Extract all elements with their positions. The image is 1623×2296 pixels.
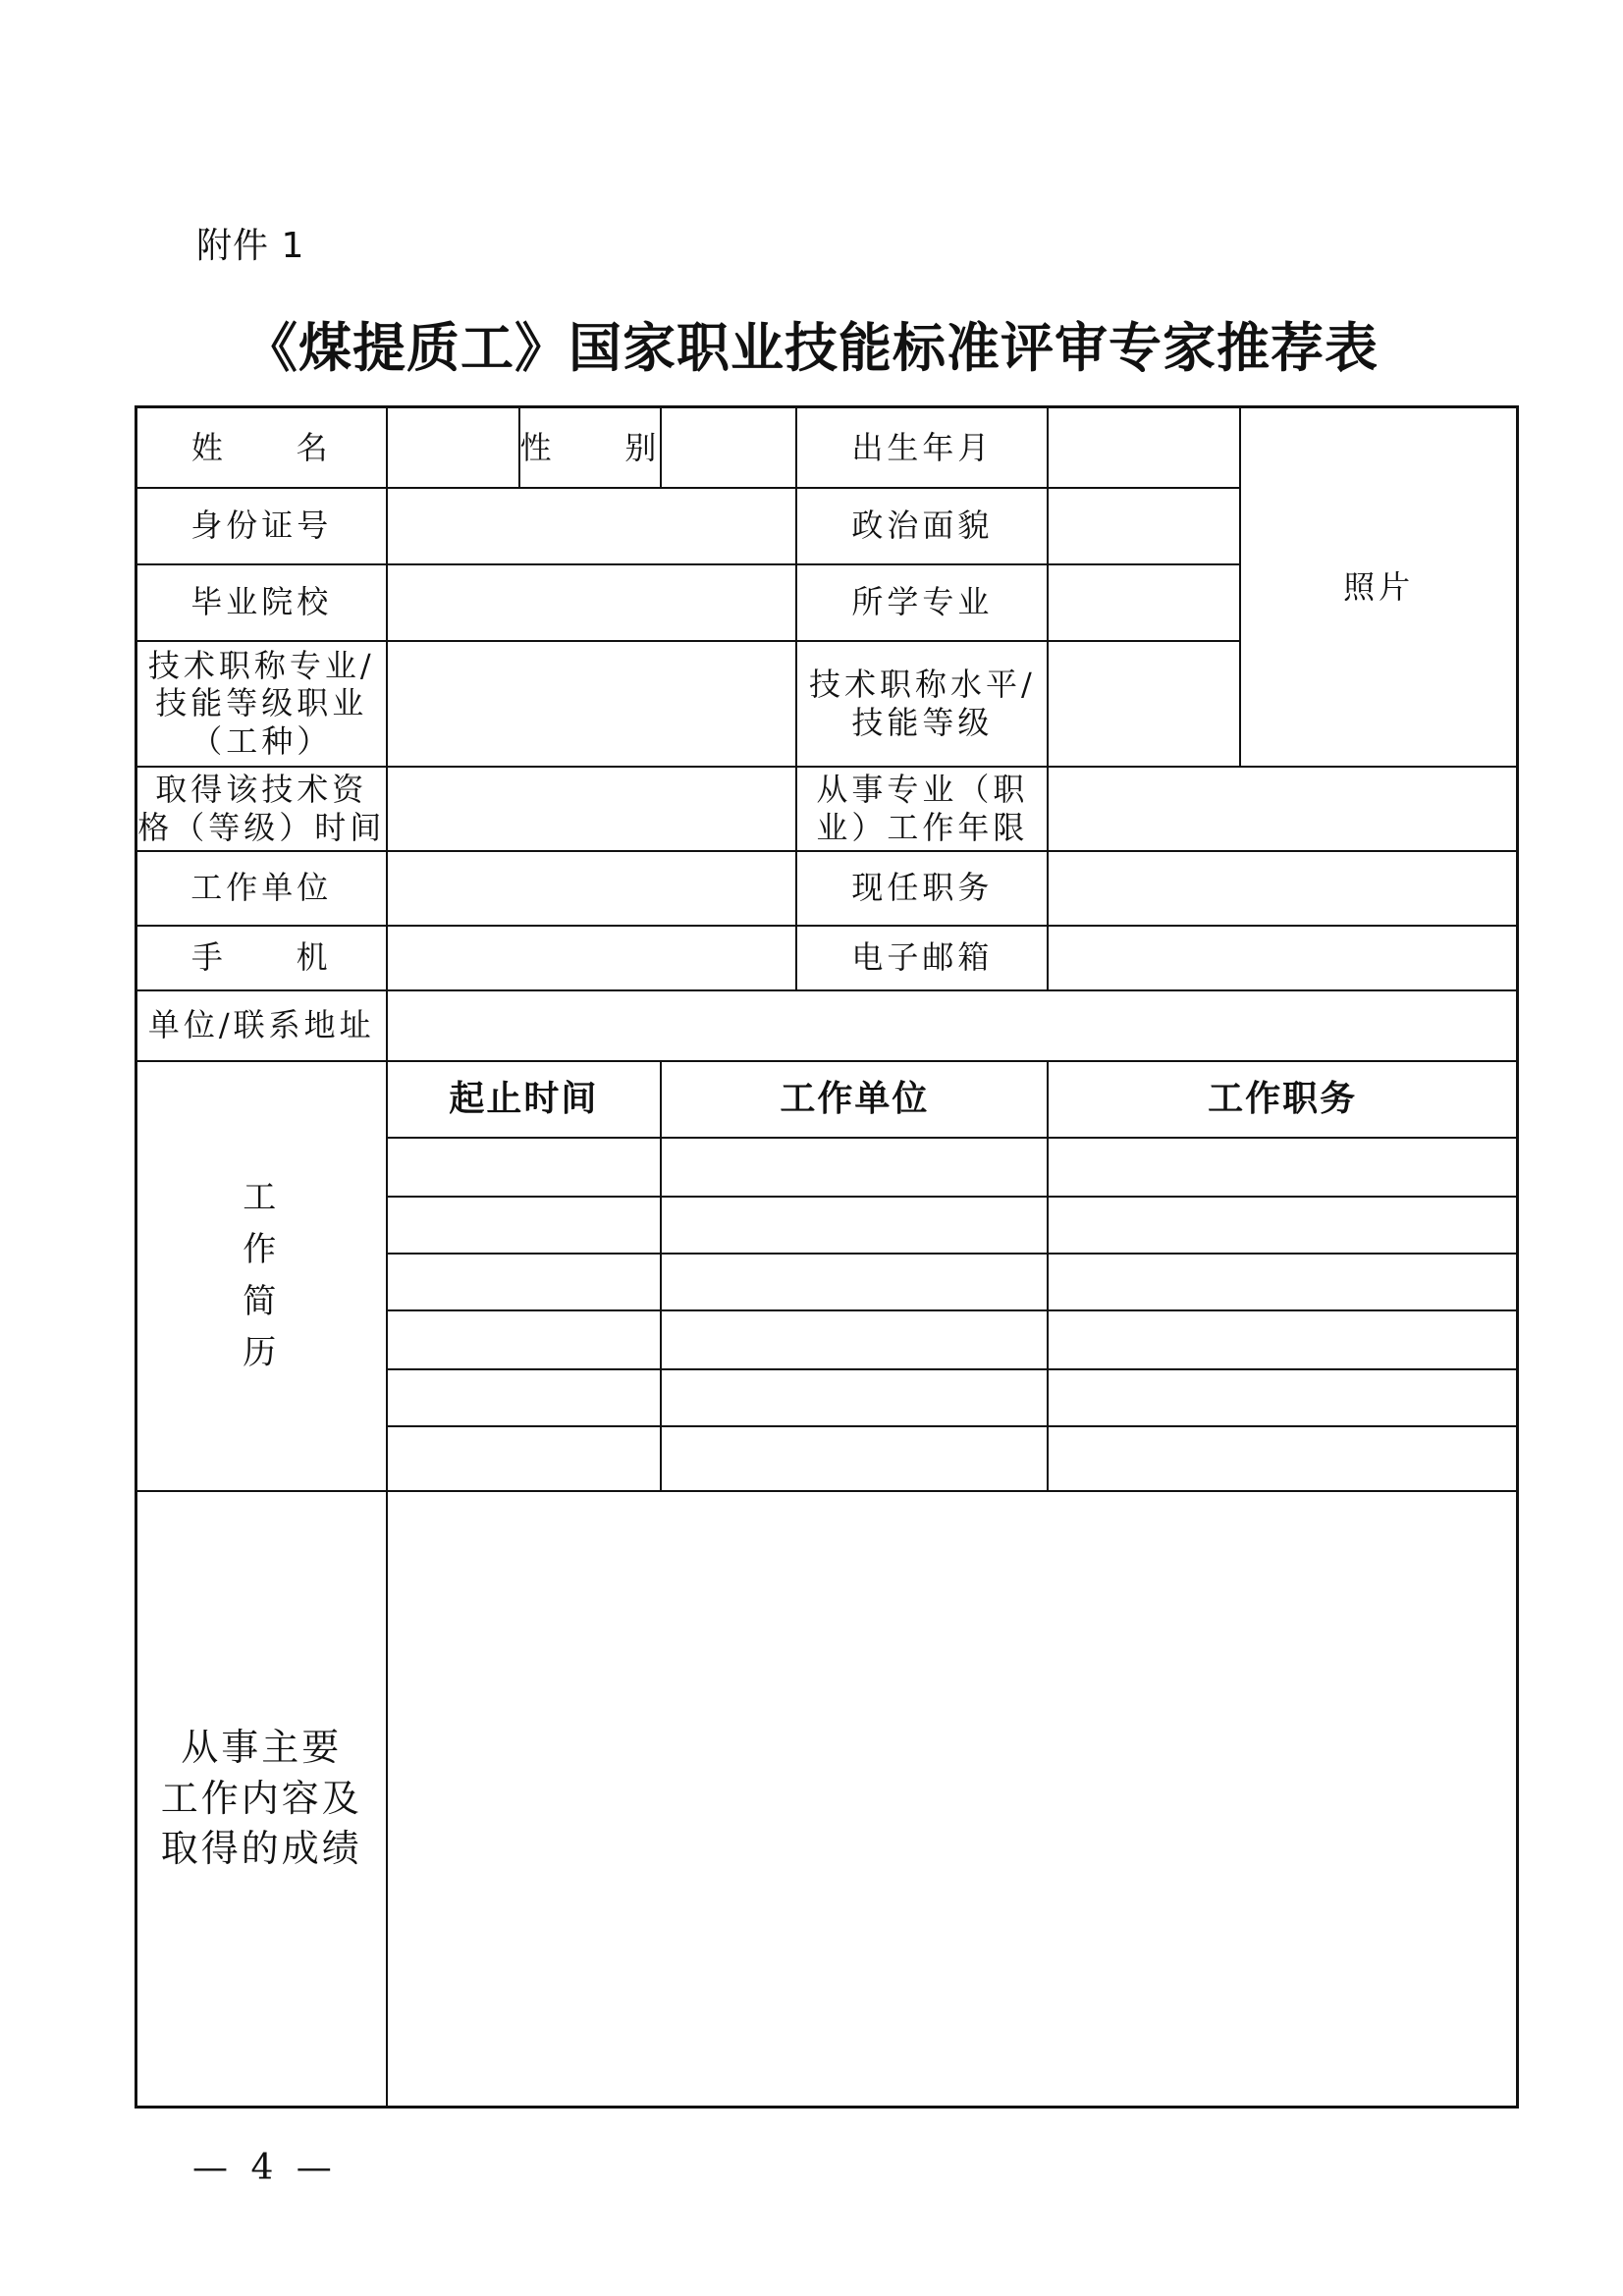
history-employer-cell[interactable]: [661, 1197, 1048, 1254]
employer-label: 工作单位: [136, 851, 387, 926]
school-label: 毕业院校: [136, 564, 387, 641]
history-position-cell[interactable]: [1048, 1426, 1517, 1491]
history-position-cell[interactable]: [1048, 1369, 1517, 1426]
tech-title-major-label: [136, 641, 387, 767]
qualification-time-field[interactable]: [387, 767, 797, 851]
history-employer-cell[interactable]: [661, 1310, 1048, 1369]
work-history-char-2: 作: [243, 1229, 281, 1269]
address-field[interactable]: [387, 990, 1518, 1061]
history-period-cell[interactable]: [387, 1426, 662, 1491]
address-label: 单位/联系地址: [136, 990, 387, 1061]
id-number-field[interactable]: [387, 488, 797, 564]
qualification-time-line-1: 取得该技术资: [155, 771, 368, 809]
work-years-line-1: 从事专业（职: [816, 771, 1029, 809]
id-number-label: 身份证号: [136, 488, 387, 564]
achievements-field[interactable]: [387, 1491, 1518, 2108]
recommendation-form: [135, 405, 1519, 2109]
history-employer-cell[interactable]: [661, 1138, 1048, 1197]
photo-box[interactable]: 照片: [1240, 407, 1517, 767]
current-position-label: 现任职务: [796, 851, 1048, 926]
tech-title-level-label: [796, 641, 1048, 767]
work-years-line-2: 业）工作年限: [816, 808, 1029, 846]
gender-field[interactable]: [661, 407, 796, 488]
qualification-time-line-2: 格（等级）时间: [137, 808, 386, 846]
tech-title-major-line-3: （工种）: [190, 721, 333, 760]
history-employer-cell[interactable]: [661, 1369, 1048, 1426]
name-label-text: 姓 名: [190, 428, 332, 466]
major-label: 所学专业: [796, 564, 1048, 641]
current-position-field[interactable]: [1048, 851, 1517, 926]
email-field[interactable]: [1048, 926, 1517, 990]
history-employer-cell[interactable]: [661, 1254, 1048, 1310]
achievements-line-2: 工作内容及: [160, 1776, 362, 1820]
achievements-line-1: 从事主要: [181, 1726, 343, 1770]
work-history-char-4: 历: [243, 1333, 281, 1373]
political-status-label: 政治面貌: [796, 488, 1048, 564]
tech-title-level-line-1: 技术职称水平/: [808, 666, 1036, 704]
work-years-field[interactable]: [1048, 767, 1517, 851]
history-period-cell[interactable]: [387, 1310, 662, 1369]
history-col-employer: 工作单位: [661, 1061, 1048, 1138]
qualification-time-label: [136, 767, 387, 851]
history-period-cell[interactable]: [387, 1369, 662, 1426]
tech-title-major-line-1: 技术职称专业/: [147, 646, 375, 684]
name-field[interactable]: [387, 407, 519, 488]
employer-field[interactable]: [387, 851, 797, 926]
history-position-cell[interactable]: [1048, 1197, 1517, 1254]
page-number: — 4 —: [192, 2148, 338, 2188]
history-col-position: 工作职务: [1048, 1061, 1517, 1138]
major-field[interactable]: [1048, 564, 1240, 641]
school-field[interactable]: [387, 564, 797, 641]
work-history-char-1: 工: [243, 1178, 281, 1218]
history-position-cell[interactable]: [1048, 1138, 1517, 1197]
history-period-cell[interactable]: [387, 1197, 662, 1254]
achievements-label: [136, 1491, 387, 2108]
history-position-cell[interactable]: [1048, 1254, 1517, 1310]
history-position-cell[interactable]: [1048, 1310, 1517, 1369]
email-label: 电子邮箱: [796, 926, 1048, 990]
history-period-cell[interactable]: [387, 1138, 662, 1197]
work-years-label: [796, 767, 1048, 851]
attachment-label: 附件 1: [196, 226, 305, 266]
name-label: [136, 407, 387, 488]
history-employer-cell[interactable]: [661, 1426, 1048, 1491]
work-history-char-3: 简: [243, 1281, 281, 1321]
tech-title-level-field[interactable]: [1048, 641, 1240, 767]
mobile-label: 手 机: [136, 926, 387, 990]
tech-title-level-line-2: 技能等级: [851, 703, 994, 741]
achievements-line-3: 取得的成绩: [160, 1826, 362, 1870]
work-history-label: [136, 1061, 387, 1491]
birth-label: 出生年月: [796, 407, 1048, 488]
political-status-field[interactable]: [1048, 488, 1240, 564]
tech-title-major-line-2: 技能等级职业: [155, 684, 368, 722]
mobile-field[interactable]: [387, 926, 797, 990]
history-col-period: 起止时间: [387, 1061, 662, 1138]
tech-title-major-field[interactable]: [387, 641, 797, 767]
document-title: 《煤提质工》国家职业技能标准评审专家推荐表: [244, 316, 1379, 379]
gender-label: 性 别: [519, 407, 662, 488]
history-period-cell[interactable]: [387, 1254, 662, 1310]
birth-field[interactable]: [1048, 407, 1240, 488]
